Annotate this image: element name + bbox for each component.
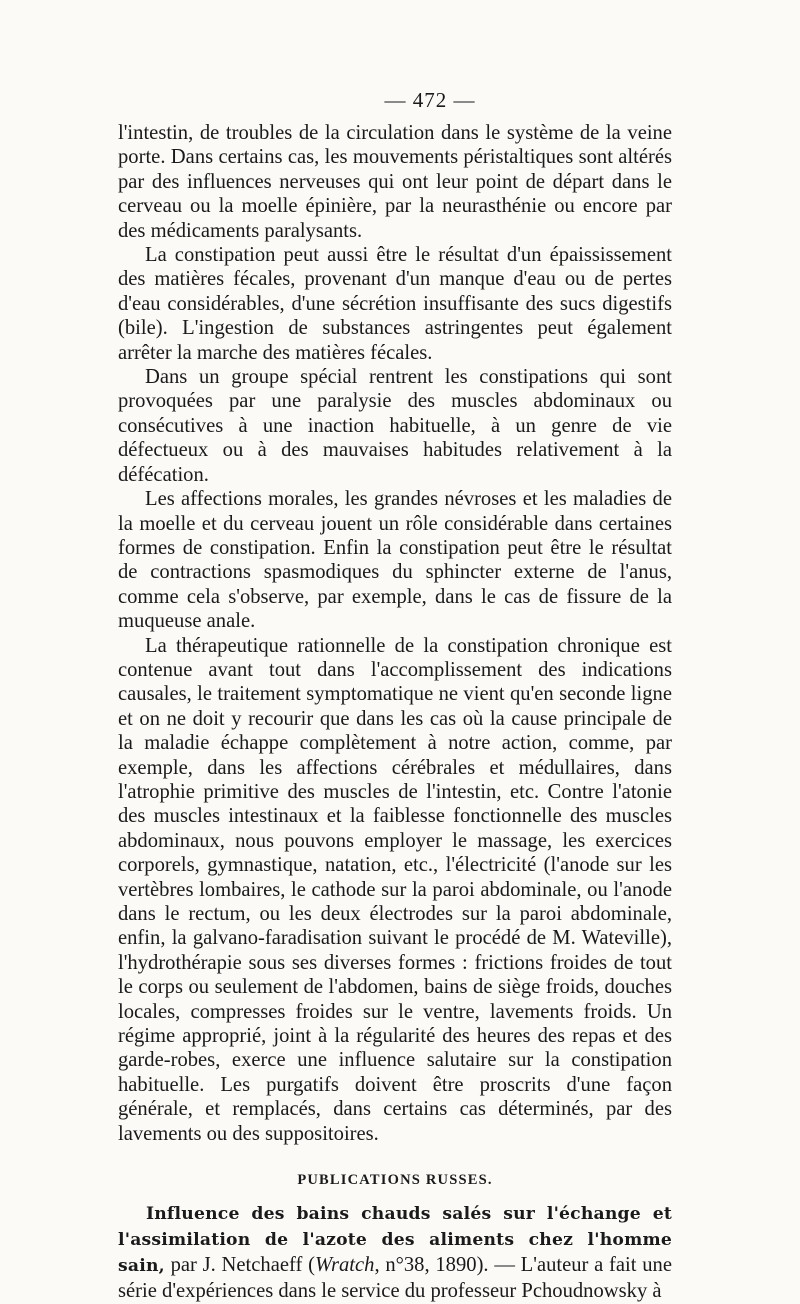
article-author: par J. Netchaeff ( <box>164 1254 315 1277</box>
article-text: L'auteur a fait une série d'expériences dans le service du professeur Pchoudnowsky à <box>118 1254 672 1303</box>
journal-name: Wratch <box>314 1254 375 1277</box>
page-number: — 472 — <box>384 88 476 112</box>
paragraph: Dans un groupe spécial rentrent les constipations qui sont provoquées par une paralysie des muscles abdominaux ou consécutives à une inaction habituelle, à un genre de vie défectueux ou à des mauvaises habitudes relativement à la défécation. <box>118 366 672 486</box>
paragraph: La thérapeutique rationnelle de la constipation chronique est contenue avant tout dans l'accomplissement des indications causales, le traitement symptomatique ne vient qu'en seconde ligne et on ne doit y recourir que dans les cas où la cause principale de la maladie échappe complètement à notre action, comme, par exemple, dans les affections cérébrales et médullaires, dans l'atrophie primitive des muscles de l'intestin, etc. Contre l'atonie des muscles intestinaux et la faiblesse fonctionnelle des muscles abdominaux, nous pouvons employer le massage, les exercices corporels, gymnastique, natation, etc., l'électricité (l'anode sur les vertèbres lombaires, le cathode sur la paroi abdominale, ou l'anode dans le rectum, ou les deux électrodes sur la paroi abdominale, enfin, la galvano-faradisation suivant le procédé de M. Wateville), l'hydrothérapie sous ses diverses formes : frictions froides de tout le corps ou seulement de l'abdomen, bains de siège froids, douches locales, compresses froides sur le ventre, lavements froids. Un régime approprié, joint à la régularité des heures des repas et des garde-robes, exerce une influence salutaire sur la constipation habituelle. Les purgatifs doivent être proscrits d'une façon générale, et remplacés, dans certains cas déterminés, par des lavements ou des suppositoires. <box>118 634 672 1145</box>
paragraph: La constipation peut aussi être le résultat d'un épaississement des matières fécales, provenant d'un manque d'eau ou de pertes d'eau considérables, d'une sécrétion insuffisante des sucs digestifs (bile). L'ingestion de substances astringentes peut également arrêter la marche des matières fécales. <box>118 244 672 364</box>
article-citation: , n°38, 1890). — <box>374 1254 521 1277</box>
article-entry <box>118 1201 672 1304</box>
paragraph: Les affections morales, les grandes névroses et les maladies de la moelle et du cerveau jouent un rôle considérable dans certaines formes de constipation. Enfin la constipation peut être le résultat de contractions spasmodiques du sphincter externe de l'anus, comme cela s'observe, par exemple, dans le cas de fissure de la muqueuse anale. <box>118 488 672 633</box>
section-heading: PUBLICATIONS RUSSES. <box>297 1172 493 1189</box>
article-title: Influence des bains chauds salés sur l'échange et l'assimilation de l'azote des aliments chez l'homme sain, <box>118 1204 672 1277</box>
paragraph: l'intestin, de troubles de la circulation dans le système de la veine porte. Dans certains cas, les mouvements péristaltiques sont altérés par des influences nerveuses qui ont leur point de départ dans le cerveau ou la moelle épinière, par la neurasthénie ou encore par des médicaments paralysants. <box>118 122 672 242</box>
